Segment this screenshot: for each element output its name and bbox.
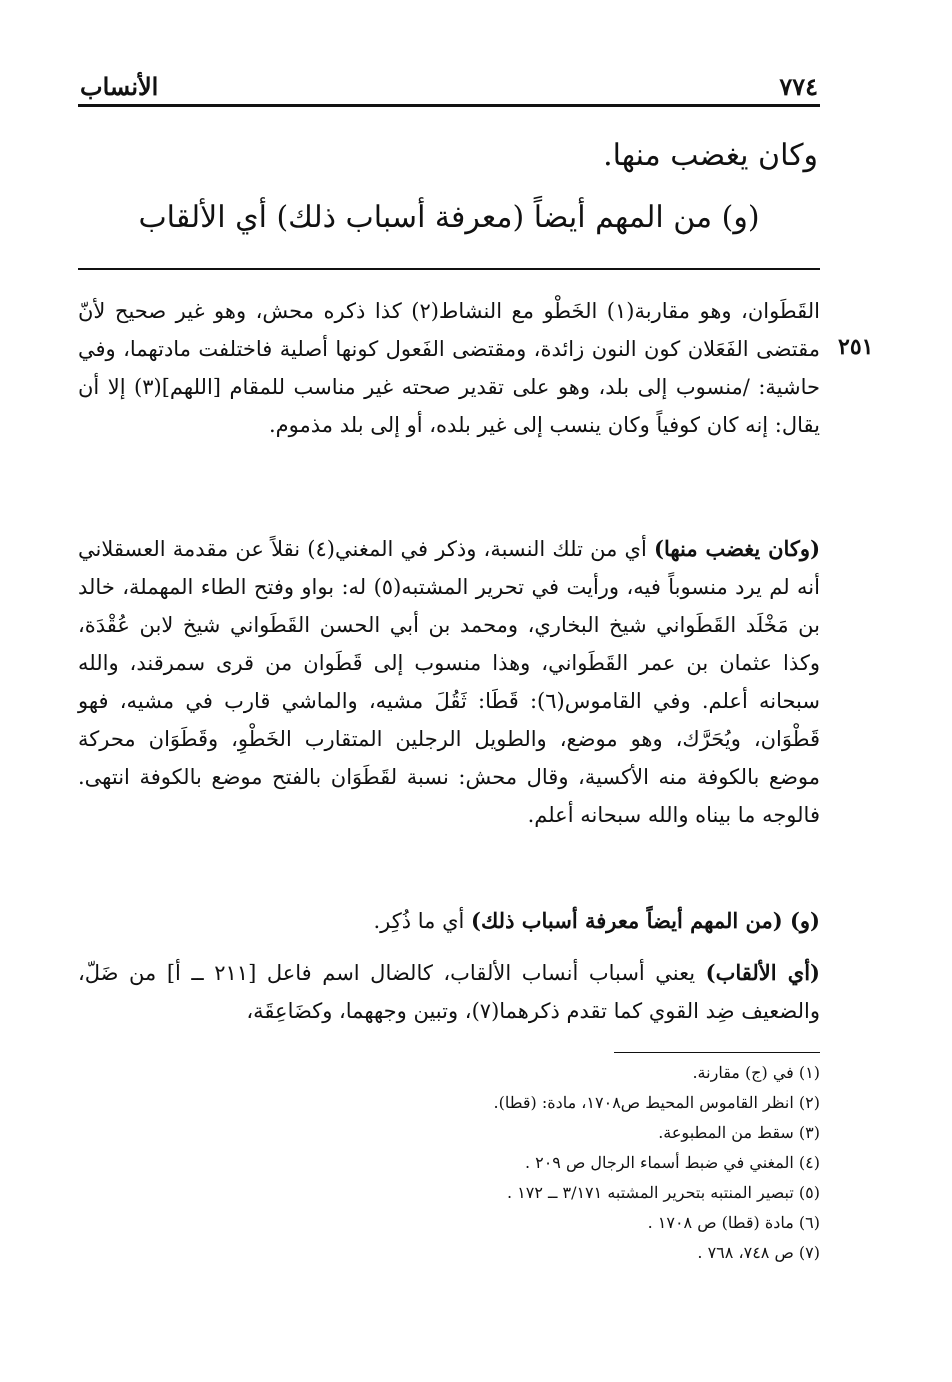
footnote-7: (٧) ص ٧٤٨، ٧٦٨ . <box>697 1243 820 1262</box>
margin-page-marker: ٢٥١ <box>838 334 874 360</box>
page-number: ٧٧٤ <box>779 72 818 101</box>
running-title: الأنساب <box>80 72 159 101</box>
footnote-1: (١) في (ج) مقارنة. <box>692 1063 820 1082</box>
matn-separator-rule <box>78 268 820 270</box>
matn-line-1: وكان يغضب منها. <box>603 138 818 173</box>
footnote-5: (٥) تبصير المنتبه بتحرير المشتبه ٣/١٧١ ــ ١٧٢ . <box>506 1183 820 1202</box>
footnote-4: (٤) المغني في ضبط أسماء الرجال ص ٢٠٩ . <box>524 1153 820 1172</box>
footnote-2: (٢) انظر القاموس المحيط ص١٧٠٨، مادة: (قطا). <box>493 1093 820 1112</box>
commentary-text: يعني أسباب أنساب الألقاب، كالضال اسم فاعل [٢١١ ــ أ] من ضَلّ، والضعيف ضِد القوي كما تقدم ذكرهما(٧)، وتبين وجههما، وكضَاعِقَة، <box>78 961 820 1023</box>
quoted-matn-phrase: (و) (من المهم أيضاً معرفة أسباب ذلك) <box>471 908 820 933</box>
header-rule <box>78 104 820 107</box>
footnotes <box>78 1058 820 1268</box>
footnote-rule <box>614 1052 820 1053</box>
commentary-text: أي من تلك النسبة، وذكر في المغني(٤) نقلاً عن مقدمة العسقلاني أنه لم يرد منسوباً فيه، ورأيت في تحرير المشتبه(٥) له: بواو وفتح الطاء المهملة، خالد بن مَخْلَد القَطَواني شيخ البخاري، ومحمد بن أبي الحسن القَطَواني شيخ لابن عُقْدَة، وكذا عثمان بن عمر القَطَواني، وهذا منسوب إلى قَطَوان من قرى سمرقند، والله سبحانه أعلم. وفي القاموس(٦): قَطَا: ثَقُلَ مشيه، والماشي قارب في مشيه، فهو قَطْوَان، ويُحَرَّك، وهو موضع، والطويل الرجلين المتقارب الخَطْوِ، وقَطَوَان محركة موضع بالكوفة منه الأكسية، وقال محش: نسبة لقَطَوَان بالفتح موضع بالكوفة انتهى. فالوجه ما بيناه والله سبحانه أعلم. <box>78 537 820 827</box>
commentary-paragraph-4 <box>78 954 820 1030</box>
commentary-paragraph-1: القَطَوان، وهو مقاربة(١) الخَطْو مع النشاط(٢) كذا ذكره محش، وهو غير صحيح لأنّ مقتضى الفَعَلان كون النون زائدة، ومقتضى الفَعول كونها أصلية فاختلفت مادتهما، وفي حاشية: /منسوب إلى بلد، وهو على تقدير صحته غير مناسب للمقام [اللهم](٣) إلا أن يقال: إنه كان كوفياً وكان ينسب إلى غير بلده، أو إلى بلد مذموم. <box>78 299 821 437</box>
matn-line-2: (و) من المهم أيضاً (معرفة أسباب ذلك) أي الألقاب <box>138 200 760 235</box>
footnote-6: (٦) مادة (قطا) ص ١٧٠٨ . <box>647 1213 820 1232</box>
commentary-paragraph-3 <box>78 902 820 940</box>
quoted-matn-phrase: (أي الألقاب) <box>705 960 820 985</box>
footnote-3: (٣) سقط من المطبوعة. <box>658 1123 820 1142</box>
quoted-matn-phrase: (وكان يغضب منها) <box>654 536 821 561</box>
commentary-paragraph-2 <box>78 530 820 834</box>
commentary-text: أي ما ذُكِر. <box>373 909 472 933</box>
